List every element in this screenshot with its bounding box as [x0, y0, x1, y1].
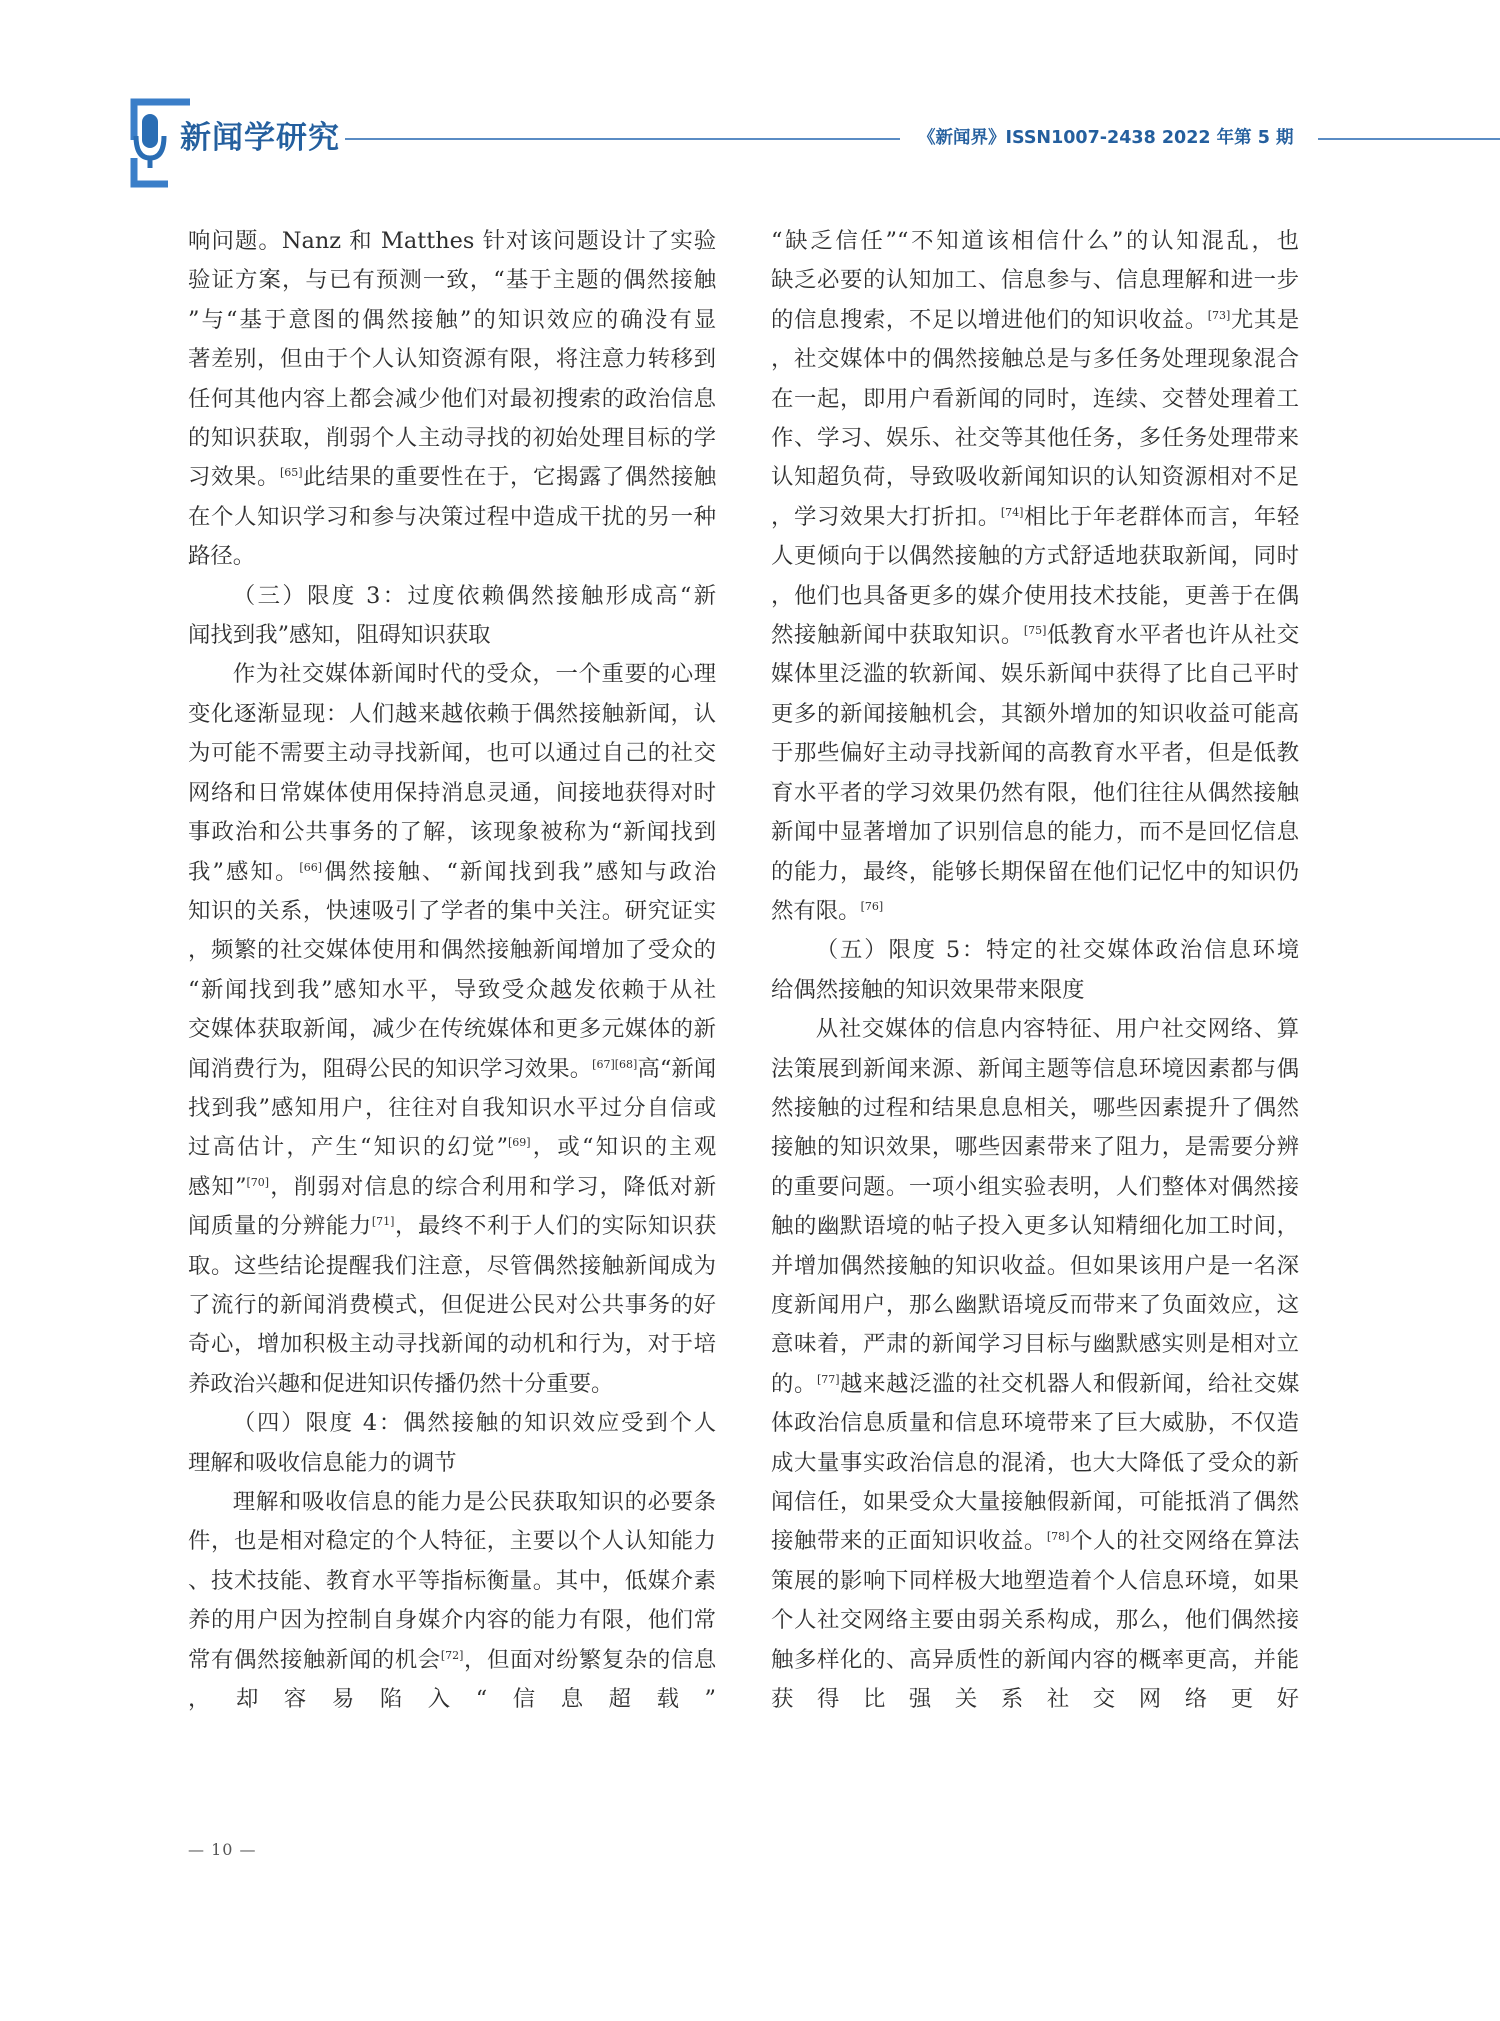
citation-ref: [69] [508, 1136, 531, 1150]
section-heading: （四）限度 4：偶然接触的知识效应受到个人 理解和吸收信息能力的调节 [188, 1410, 717, 1476]
page-number: — 10 — [188, 1840, 257, 1859]
section-heading: （三）限度 3：过度依赖偶然接触形成高“新 闻找到我”感知，阻碍知识获取 [188, 582, 717, 649]
citation-ref: [75] [1023, 624, 1047, 638]
citation-ref: [72] [440, 1648, 464, 1662]
citation-ref: [65] [279, 466, 303, 480]
citation-ref: [74] [1000, 505, 1024, 519]
citation-ref: [76] [860, 899, 884, 913]
citation-ref: [68] [614, 1057, 638, 1071]
header-rule-left [345, 138, 900, 140]
paragraph: 理解和吸收信息的能力是公民获取知识的必要条 件，也是相对稳定的个人特征，主要以个人认知能力 、技术技能、教育水平等指标衡量。其中，低媒介素 养的用户因为控制自身媒介内容的能力有限，他们常 常有偶然接触新闻的机会[72]，但面对纷繁复杂的信息 ，却容易陷入“信息超载” [188, 1489, 717, 1713]
paragraph: 作为社交媒体新闻时代的受众，一个重要的心理 变化逐渐显现：人们越来越依赖于偶然接触新闻，认 为可能不需要主动寻找新闻，也可以通过自己的社交 网络和日常媒体使用保持消息灵通，间接地获得对时 事政治和公共事务的了解，该现象被称为“新闻找到 我”感知。[66]偶然接触、“新闻找到我”感知与政治 知识的关系，快速吸引了学者的集中关注。研究证实 ，频繁的社交媒体使用和偶然接触新闻增加了受众的 “新闻找到我”感知水平，导致受众越发依赖于从社 交媒体获取新闻，减少在传统媒体和更多元媒体的新 闻消费行为，阻碍公民的知识学习效果。[67][68]高“新闻 找到我”感知用户，往往对自我知识水平过分自信或 过高估计，产生“知识的幻觉”[69]，或“知识的主观 感知”[70]，削弱对信息的综合利用和学习，降低对新 闻质量的分辨能力[71]，最终不利于人们的实际知识获 取。这些结论提醒我们注意，尽管偶然接触新闻成为 了流行的新闻消费模式，但促进公民对公共事务的好 奇心，增加积极主动寻找新闻的动机和行为，对于培 养政治兴趣和促进知识传播仍然十分重要。 [188, 661, 717, 1397]
section-heading: （五）限度 5：特定的社交媒体政治信息环境 给偶然接触的知识效果带来限度 [771, 937, 1300, 1003]
journal-issue-line: 《新闻界》ISSN1007-2438 2022 年第 5 期 [918, 128, 1294, 148]
section-title: 新闻学研究 [180, 120, 340, 156]
citation-ref: [78] [1046, 1530, 1070, 1544]
citation-ref: [70] [246, 1175, 270, 1189]
citation-ref: [73] [1207, 308, 1231, 322]
citation-ref: [66] [299, 860, 322, 874]
paragraph: 从社交媒体的信息内容特征、用户社交网络、算 法策展到新闻来源、新闻主题等信息环境因素都与偶 然接触的过程和结果息息相关，哪些因素提升了偶然 接触的知识效果，哪些因素带来了阻力，是需要分辨 的重要问题。一项小组实验表明，人们整体对偶然接 触的幽默语境的帖子投入更多认知精细化加工时间， 并增加偶然接触的知识收益。但如果该用户是一名深 度新闻用户，那么幽默语境反而带来了负面效应，这 意味着，严肃的新闻学习目标与幽默感实则是相对立 的。[77]越来越泛滥的社交机器人和假新闻，给社交媒 体政治信息质量和信息环境带来了巨大威胁，不仅造 成大量事实政治信息的混淆，也大大降低了受众的新 闻信任，如果受众大量接触假新闻，可能抵消了偶然 接触带来的正面知识收益。[78]个人的社交网络在算法 策展的影响下同样极大地塑造着个人信息环境，如果 个人社交网络主要由弱关系构成，那么，他们偶然接 触多样化的、高异质性的新闻内容的概率更高，并能 获得比强关系社交网络更好 [771, 1016, 1300, 1713]
right-column [771, 222, 1299, 1719]
citation-ref: [77] [816, 1372, 840, 1386]
header-rule-right [1318, 138, 1500, 140]
left-column [188, 222, 716, 1719]
citation-ref: [71] [371, 1215, 395, 1229]
citation-ref: [67] [592, 1057, 615, 1071]
paragraph: “缺乏信任”“不知道该相信什么”的认知混乱，也 缺乏必要的认知加工、信息参与、信息理解和进一步 的信息搜索，不足以增进他们的知识收益。[73]尤其是 ，社交媒体中的偶然接触总是与多任务处理现象混合 在一起，即用户看新闻的同时，连续、交替处理着工 作、学习、娱乐、社交等其他任务，多任务处理带来 认知超负荷，导致吸收新闻知识的认知资源相对不足 ，学习效果大打折扣。[74]相比于年老群体而言，年轻 人更倾向于以偶然接触的方式舒适地获取新闻，同时 ，他们也具备更多的媒介使用技术技能，更善于在偶 然接触新闻中获取知识。[75]低教育水平者也许从社交 媒体里泛滥的软新闻、娱乐新闻中获得了比自己平时 更多的新闻接触机会，其额外增加的知识收益可能高 于那些偏好主动寻找新闻的高教育水平者，但是低教 育水平者的学习效果仍然有限，他们往往从偶然接触 新闻中显著增加了识别信息的能力，而不是回忆信息 的能力，最终，能够长期保留在他们记忆中的知识仍 然有限。[76] [771, 228, 1300, 924]
paragraph: 响问题。Nanz 和 Matthes 针对该问题设计了实验 验证方案，与已有预测一致，“基于主题的偶然接触 ”与“基于意图的偶然接触”的知识效应的确没有显 著差别，但由于个人认知资源有限，将注意力转移到 任何其他内容上都会减少他们对最初搜索的政治信息 的知识获取，削弱个人主动寻找的初始处理目标的学 习效果。[65]此结果的重要性在于，它揭露了偶然接触 在个人知识学习和参与决策过程中造成干扰的另一种 路径。 [188, 228, 717, 570]
